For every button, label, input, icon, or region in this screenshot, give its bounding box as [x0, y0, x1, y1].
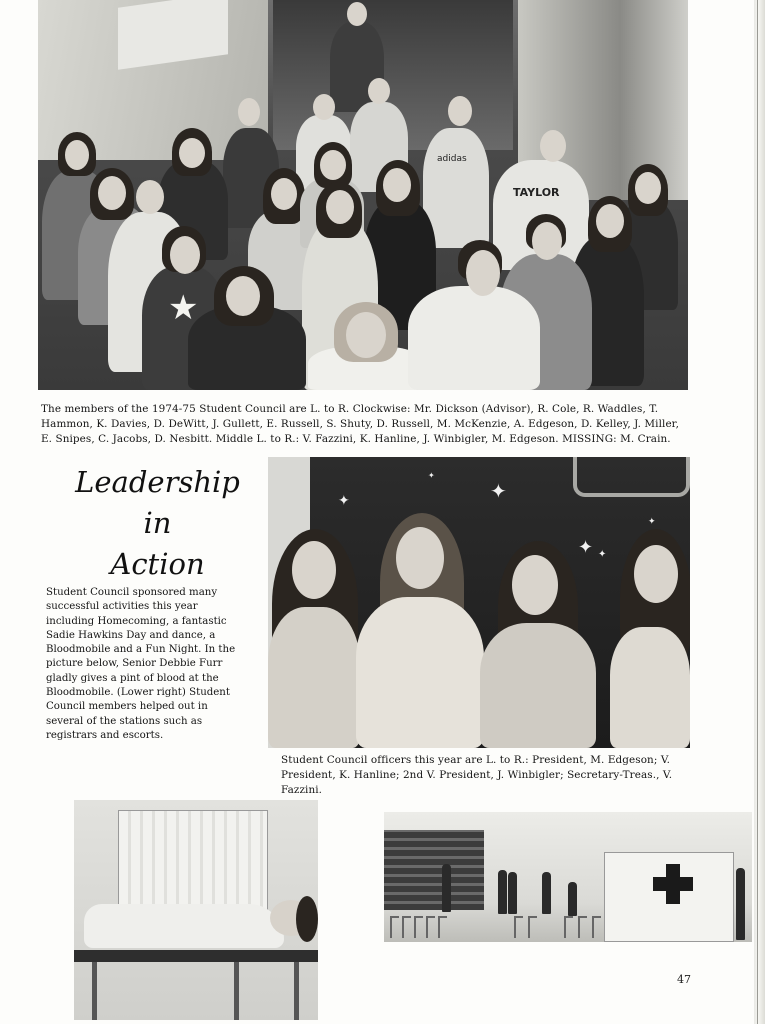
person — [408, 286, 540, 390]
group-photo — [38, 0, 688, 390]
shirt-text-adidas: adidas — [437, 154, 467, 164]
sparkle-icon: ✦ — [338, 493, 350, 509]
page-binding-edge — [754, 0, 765, 1024]
person-head — [448, 96, 472, 126]
person-head — [320, 150, 346, 180]
folding-chair — [390, 916, 399, 938]
folding-chair — [438, 916, 447, 938]
bloodmobile-photo — [74, 800, 318, 1020]
folding-chair — [528, 916, 537, 938]
shirt-text-taylor: TAYLOR — [513, 186, 560, 199]
officer — [356, 597, 484, 748]
volunteer-figure — [498, 870, 507, 914]
officer-head — [634, 545, 678, 603]
person-head — [226, 276, 260, 316]
officers-photo — [268, 457, 690, 748]
bleachers — [384, 830, 484, 910]
cross-icon — [653, 877, 693, 891]
person-advisor-head — [347, 2, 367, 26]
person-head — [170, 236, 200, 274]
person-head — [383, 168, 411, 202]
officers-photo-caption: Student Council officers this year are L. to R.: President, M. Edgeson; V. President, K. Hanline; 2nd V. President, J. Winbigler; Secretary-Treas., V. Fazzini. — [281, 754, 673, 796]
cot-leg — [234, 962, 239, 1020]
page-title — [40, 462, 275, 585]
person-head — [179, 138, 205, 168]
person-head — [271, 178, 297, 210]
person-head — [466, 250, 500, 296]
officer-head — [512, 555, 558, 615]
officer — [480, 623, 596, 748]
sparkle-icon: ✦ — [578, 537, 594, 558]
person-head — [540, 130, 566, 162]
person-head — [532, 222, 562, 260]
folding-chair — [402, 916, 411, 938]
sparkle-icon: ✦ — [598, 549, 607, 560]
cot-leg — [294, 962, 299, 1020]
folding-chair — [426, 916, 435, 938]
cot-leg — [92, 962, 97, 1020]
title-line-1: Leadership — [75, 465, 240, 499]
donor-cot — [74, 950, 318, 962]
officer — [610, 627, 690, 748]
person-head — [136, 180, 164, 214]
folding-chair — [414, 916, 423, 938]
person-head — [346, 312, 386, 358]
folding-chair — [592, 916, 601, 938]
folding-chair — [514, 916, 523, 938]
body-paragraph: Student Council sponsored many successful activities this year including Homecoming, a fantastic Sadie Hawkins Day and dance, a Bloodmobile and a Fun Night. In the picture below, Senior Debbie Furr gladly gives a pint of blood at the Bloodmobile. (Lower right) Student Council members helped out in several of the stations such as registrars and escorts. — [46, 587, 236, 741]
volunteer-figure — [568, 882, 577, 916]
sparkle-icon: ✦ — [648, 517, 656, 527]
folding-chair — [564, 916, 573, 938]
star-shirt-icon: ★ — [168, 288, 199, 328]
volunteer-figure — [442, 864, 451, 912]
officer-head — [396, 527, 444, 589]
group-photo-caption: The members of the 1974-75 Student Council are L. to R. Clockwise: Mr. Dickson (Advisor), R. Cole, R. Waddles, T. Hammon, K. Davies, D. DeWitt, J. Gullett, E. Russell, S. Shuty, D. Russell, M. McKenzie, A. Edgeson, D. Kelley, J. Miller, E. Snipes, C. Jacobs, D. Nesbitt. Middle L. to R.: V. Fazzini, K. Hanline, J. Winbigler, M. Edgeson. MISSING: M. Crain. — [41, 403, 680, 445]
donor-body — [84, 904, 284, 948]
donor-hair — [296, 896, 318, 942]
person-head — [368, 78, 390, 104]
sparkle-icon: ✦ — [490, 479, 507, 503]
person-head — [596, 204, 624, 238]
person-head — [313, 94, 335, 120]
person-head — [326, 190, 354, 224]
officer-head — [292, 541, 336, 599]
person-head — [238, 98, 260, 126]
person-head — [635, 172, 661, 204]
title-line-3: Action — [110, 547, 205, 581]
decorative-frame — [573, 457, 690, 497]
person-head — [65, 140, 89, 170]
officer — [268, 607, 360, 748]
page-number: 47 — [677, 973, 691, 986]
gym-stations-photo — [384, 812, 752, 942]
volunteer-figure — [508, 872, 517, 914]
person-head — [98, 176, 126, 210]
folding-chair — [578, 916, 587, 938]
volunteer-figure — [736, 868, 745, 940]
title-line-2: in — [143, 506, 172, 540]
sparkle-icon: ✦ — [428, 471, 435, 480]
volunteer-figure — [542, 872, 551, 914]
